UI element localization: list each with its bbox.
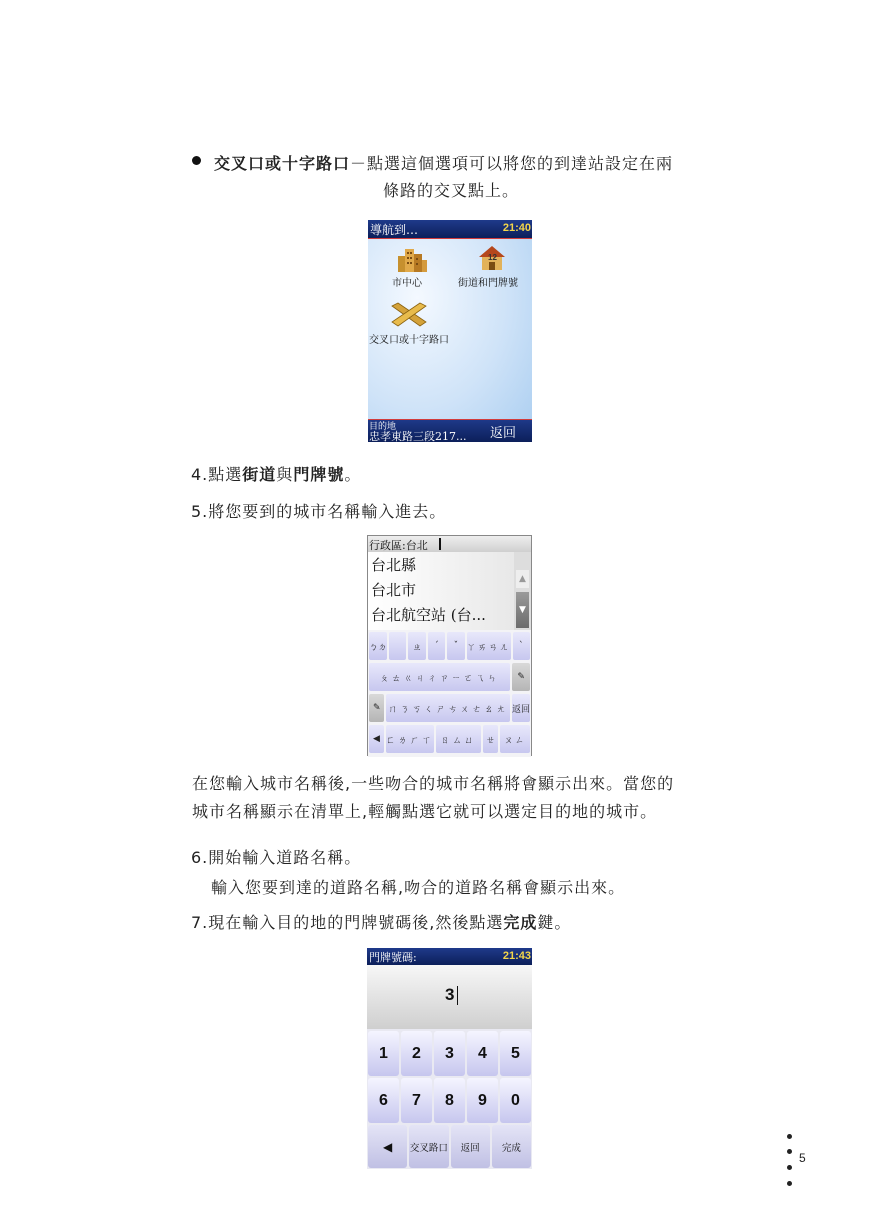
scroll-up-icon[interactable]: ▲ xyxy=(516,570,529,588)
keyboard-row-2 xyxy=(368,662,531,692)
intro-dash: － xyxy=(350,154,368,173)
dot xyxy=(787,1165,792,1170)
digit-row-2 xyxy=(367,1077,532,1124)
clock: 21:43 xyxy=(502,950,531,962)
step4-end: 。 xyxy=(344,465,362,484)
result-scrollbar[interactable] xyxy=(514,552,531,630)
digit-key[interactable]: 0 xyxy=(500,1078,531,1123)
title-bar xyxy=(367,948,532,965)
back-key[interactable]: 返回 xyxy=(512,694,530,722)
text-cursor xyxy=(439,538,441,550)
step4-mid: 與 xyxy=(276,465,294,484)
eraser-key[interactable]: ✎ xyxy=(512,663,530,691)
title-bar xyxy=(368,220,532,238)
dot xyxy=(787,1181,792,1186)
digit-key[interactable]: 7 xyxy=(401,1078,432,1123)
digit-key[interactable]: 5 xyxy=(500,1031,531,1076)
key[interactable]: ˇ xyxy=(447,632,464,660)
house-number-screen xyxy=(367,948,532,1169)
eraser-key[interactable]: ✎ xyxy=(369,694,384,722)
backspace-key[interactable]: ◀ xyxy=(368,1125,407,1168)
bullet-dot xyxy=(192,156,201,165)
city-centre-label: 市中心 xyxy=(392,278,422,289)
left-arrow-key[interactable]: ◀ xyxy=(369,725,384,753)
key[interactable]: ˊ xyxy=(428,632,445,660)
screen-title: 門牌號碼: xyxy=(369,951,417,964)
key-group[interactable]: ㄖㄙㄩ xyxy=(436,725,481,753)
done-key[interactable]: 完成 xyxy=(492,1125,531,1168)
step4-bold-street: 街道 xyxy=(242,465,277,484)
digit-key[interactable]: 6 xyxy=(368,1078,399,1123)
crossing-label: 交叉口或十字路口 xyxy=(369,335,449,346)
intro-desc-line1: 點選這個選項可以將您的到達站設定在兩 xyxy=(367,154,674,173)
intro-line1 xyxy=(214,151,673,174)
step4-num: 4. xyxy=(191,465,209,484)
destination-label: 目的地 xyxy=(369,422,397,432)
digit-key[interactable]: 1 xyxy=(368,1031,399,1076)
key[interactable] xyxy=(389,632,406,660)
number-value: 3 xyxy=(445,985,455,1004)
destination-address: 忠孝東路三段217... xyxy=(369,430,467,443)
text-cursor xyxy=(457,986,458,1005)
street-number-label: 街道和門牌號 xyxy=(458,278,518,289)
key[interactable]: ㄓ xyxy=(408,632,425,660)
city-result-list xyxy=(368,552,514,630)
navigate-to-screen xyxy=(368,220,532,442)
digit-key[interactable]: 4 xyxy=(467,1031,498,1076)
para-line1: 在您輸入城市名稱後,一些吻合的城市名稱將會顯示出來。當您的 xyxy=(192,774,675,793)
digit-key[interactable]: 8 xyxy=(434,1078,465,1123)
step4-pre: 點選 xyxy=(208,465,243,484)
keyboard-row-3 xyxy=(368,693,531,723)
city-result-item[interactable]: 台北縣 xyxy=(371,556,417,574)
dot xyxy=(787,1149,792,1154)
city-result-item[interactable]: 台北航空站 (台... xyxy=(371,606,486,624)
page-dots xyxy=(787,1134,793,1188)
key[interactable]: ㄝ xyxy=(483,725,498,753)
region-input[interactable]: 行政區:台北 xyxy=(369,539,428,552)
crossing-roads-icon xyxy=(390,302,428,328)
page-number: 5 xyxy=(799,1151,806,1165)
number-display[interactable] xyxy=(367,965,532,1029)
street-number-option[interactable] xyxy=(456,244,532,290)
city-result-item[interactable]: 台北市 xyxy=(371,581,417,599)
bopomofo-keyboard xyxy=(368,630,531,757)
dot xyxy=(787,1134,792,1139)
step-4 xyxy=(191,462,361,485)
step4-bold-number: 門牌號 xyxy=(293,465,345,484)
back-button[interactable]: 返回 xyxy=(490,426,517,441)
city-centre-option[interactable] xyxy=(390,244,434,290)
scroll-down-icon[interactable]: ▼ xyxy=(516,592,529,628)
house-number-badge: 12 xyxy=(488,253,497,262)
key-group[interactable]: ㄇㄋㄎㄑㄕㄘㄨㄜㄠㄤ xyxy=(386,694,510,722)
screen-title: 導航到… xyxy=(370,223,419,237)
step-7 xyxy=(191,910,571,933)
digit-row-1 xyxy=(367,1030,532,1077)
digit-key[interactable]: 9 xyxy=(467,1078,498,1123)
key-group[interactable]: ㄈㄌㄏㄒ xyxy=(386,725,434,753)
digit-key[interactable]: 2 xyxy=(401,1031,432,1076)
destination-bar xyxy=(368,419,532,442)
key[interactable]: ˋ xyxy=(513,632,530,660)
step-6-sub: 輸入您要到達的道路名稱,吻合的道路名稱會顯示出來。 xyxy=(211,878,626,897)
keyboard-row-4 xyxy=(368,724,531,754)
keyboard-row-1 xyxy=(368,631,531,661)
step7-bold: 完成 xyxy=(503,913,538,932)
city-search-screen xyxy=(367,535,532,756)
para-line2: 城市名稱顯示在清單上,輕觸點選它就可以選定目的地的城市。 xyxy=(192,802,658,821)
buildings-icon xyxy=(396,246,428,272)
key-group[interactable]: ㄆㄊㄍㄐㄔㄗㄧㄛㄟㄣ xyxy=(369,663,510,691)
action-row xyxy=(367,1124,532,1169)
step7-pre: 7.現在輸入目的地的門牌號碼後,然後點選 xyxy=(191,913,504,932)
intro-term: 交叉口或十字路口 xyxy=(214,154,351,173)
crossing-key[interactable]: 交叉路口 xyxy=(409,1125,448,1168)
key-group[interactable]: ㄡㄥ xyxy=(500,725,530,753)
divider xyxy=(368,238,532,239)
step-5: 5.將您要到的城市名稱輸入進去。 xyxy=(191,502,447,521)
key[interactable]: ㄚㄞㄢㄦ xyxy=(467,632,511,660)
step-6: 6.開始輸入道路名稱。 xyxy=(191,848,362,867)
back-key[interactable]: 返回 xyxy=(451,1125,490,1168)
step7-post: 鍵。 xyxy=(537,913,572,932)
crossing-option[interactable] xyxy=(368,302,458,346)
digit-key[interactable]: 3 xyxy=(434,1031,465,1076)
region-input-header[interactable] xyxy=(368,536,531,553)
key[interactable]: ㄅㄉ xyxy=(369,632,387,660)
intro-desc-line2: 條路的交叉點上。 xyxy=(383,181,520,200)
clock: 21:40 xyxy=(502,222,531,234)
